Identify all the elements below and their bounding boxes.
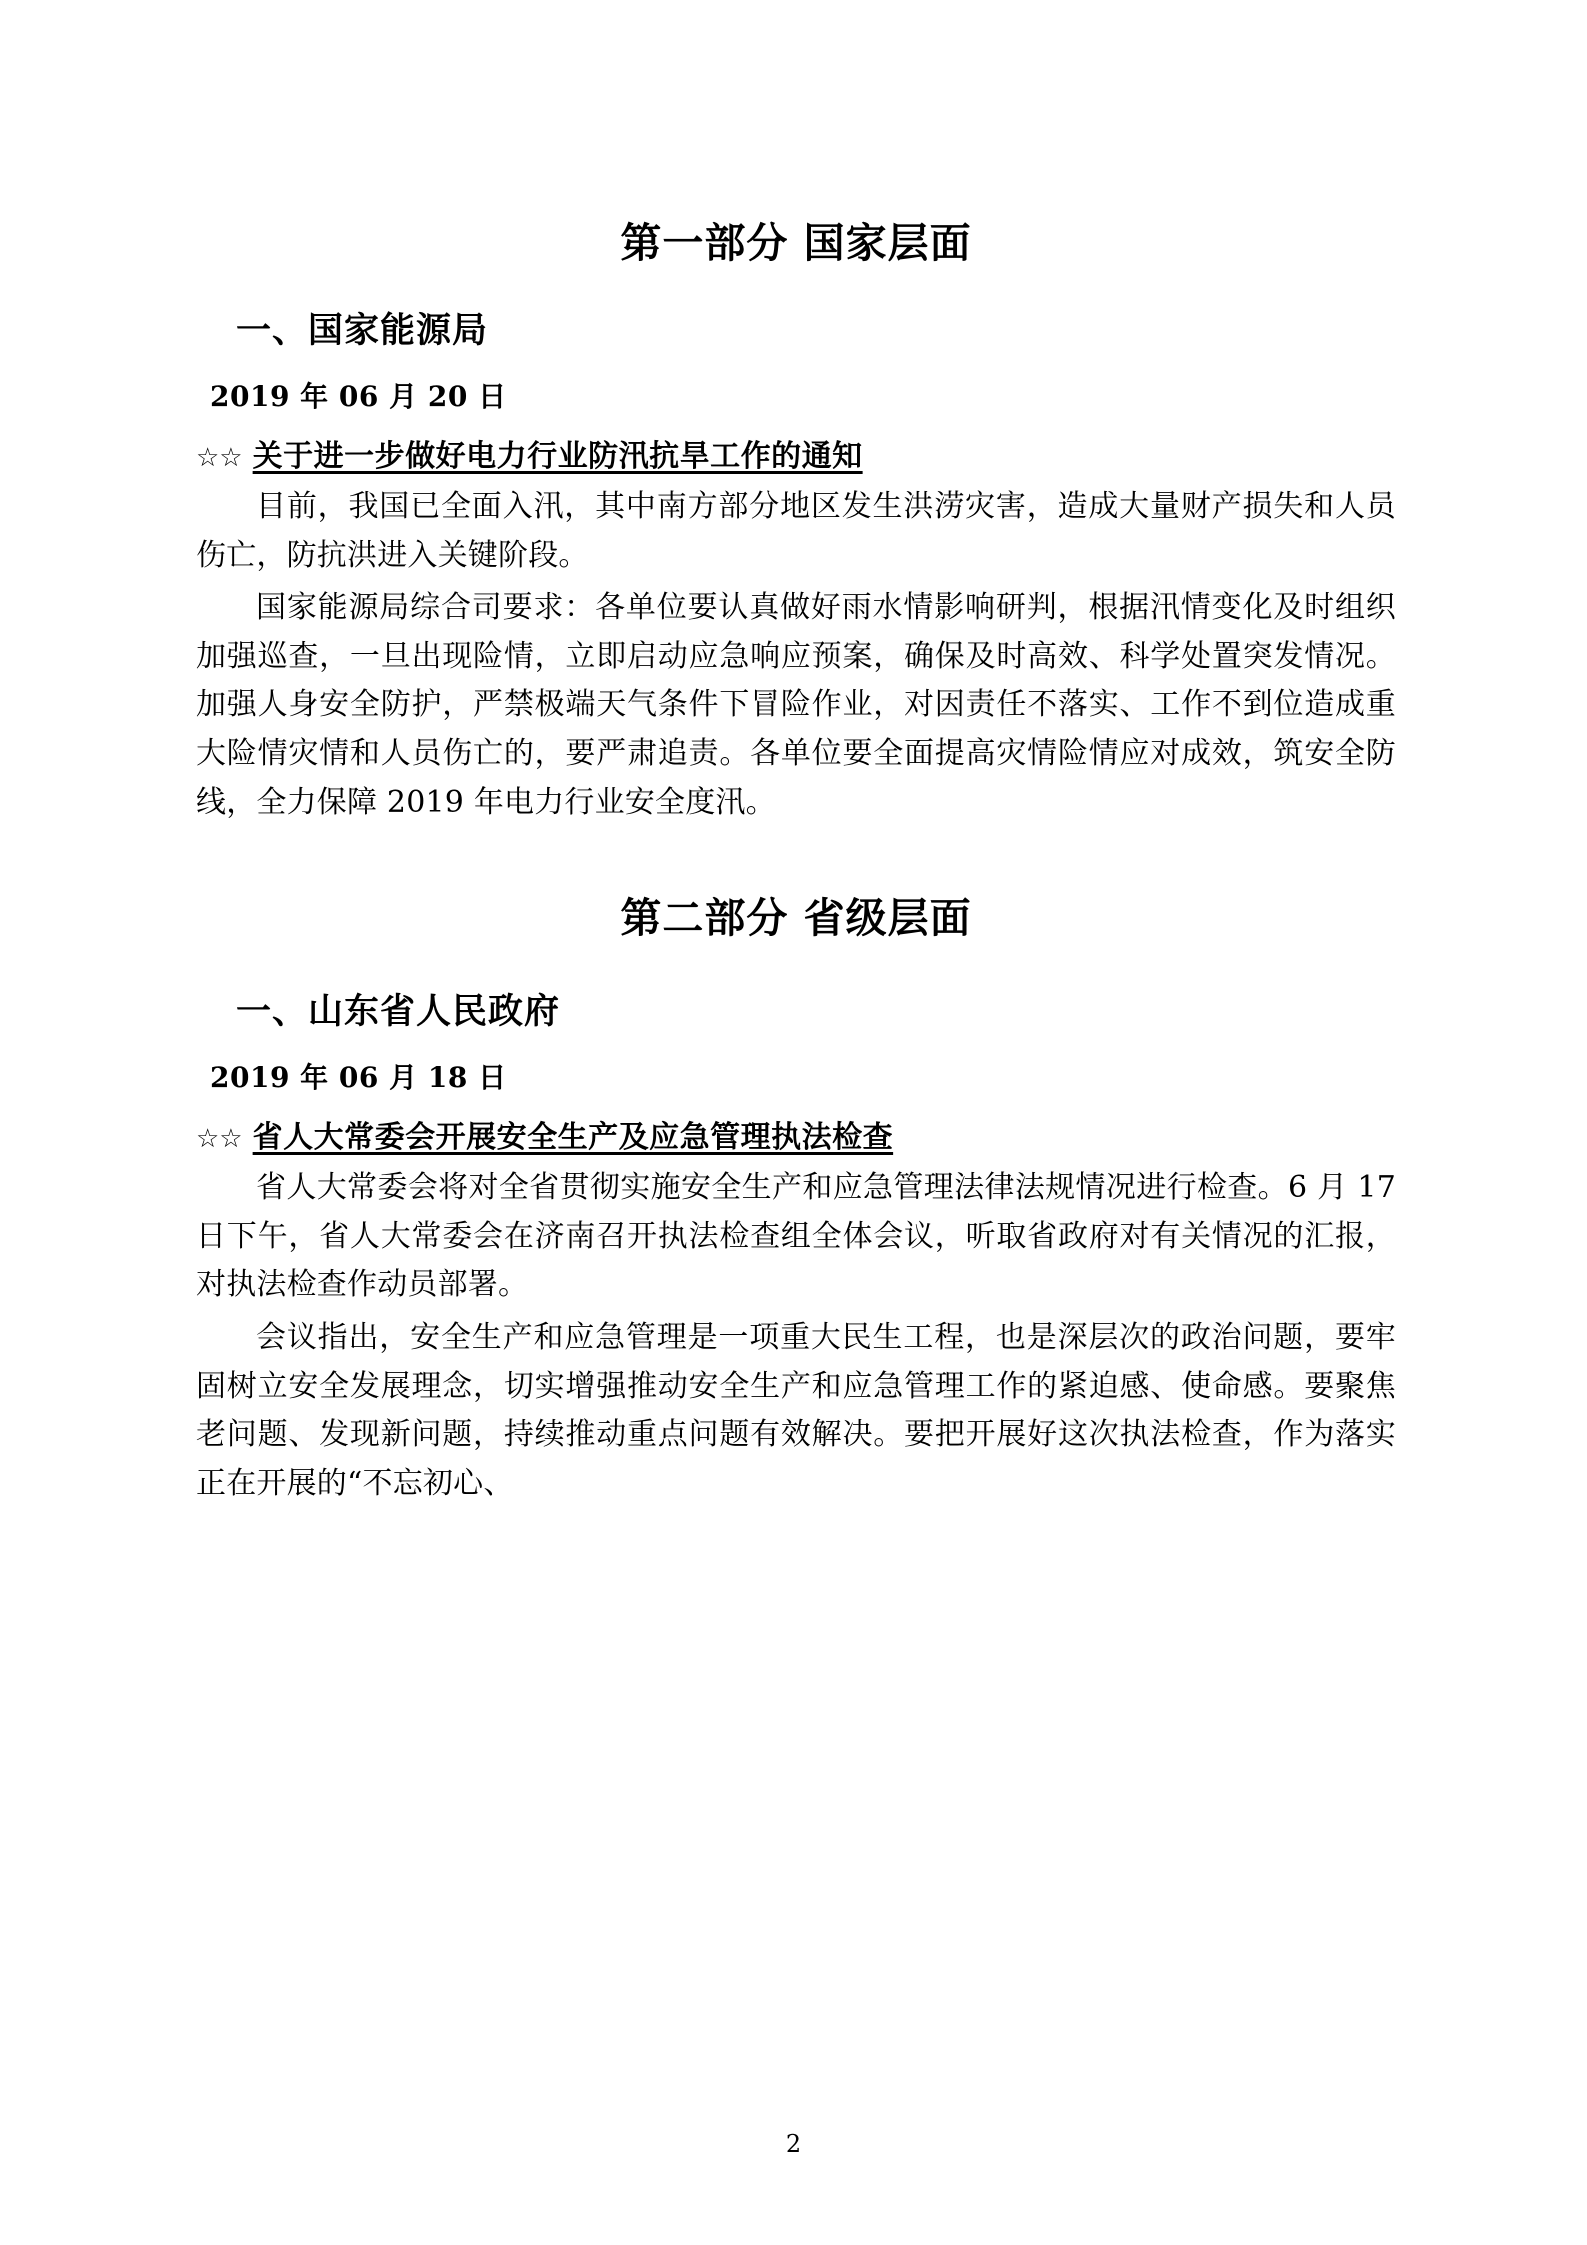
part-title-1: 第一部分 国家层面 — [620, 219, 972, 267]
part-title-2: 第二部分 省级层面 — [620, 894, 972, 943]
star-icon: ☆☆ — [196, 1124, 243, 1155]
document-content — [196, 210, 1396, 1512]
paragraph: 目前，我国已全面入汛，其中南方部分地区发生洪涝灾害，造成大量财产损失和人员伤亡，防抗洪进入关键阶段。 — [196, 489, 1396, 573]
paragraph: 会议指出，安全生产和应急管理是一项重大民生工程，也是深层次的政治问题，要牢固树立安全发展理念，切实增强推动安全生产和应急管理工作的紧迫感、使命感。要聚焦老问题、发现新问题，持续推动重点问题有效解决。要把开展好这次执法检查，作为落实正在开展的“不忘初心、 — [196, 1319, 1396, 1501]
date-line-1: 2019 年 06 月 20 日 — [210, 380, 507, 413]
org-title-2: 一、山东省人民政府 — [236, 991, 561, 1033]
star-icon: ☆☆ — [196, 443, 243, 473]
item-heading-2 — [196, 1112, 1396, 1156]
paragraph: 国家能源局综合司要求：各单位要认真做好雨水情影响研判，根据汛情变化及时组织加强巡查，一旦出现险情，立即启动应急响应预案，确保及时高效、科学处置突发情况。加强人身安全防护，严禁极端天气条件下冒险作业，对因责任不落实、工作不到位造成重大险情灾情和人员伤亡的，要严肃追责。各单位要全面提高灾情险情应对成效，筑安全防线，全力保障 2019 年电力行业安全度汛。 — [196, 590, 1396, 820]
item-title-1: 关于进一步做好电力行业防汛抗旱工作的通知 — [252, 439, 863, 474]
org-title-1: 一、国家能源局 — [236, 310, 489, 351]
item-title-2: 省人大常委会开展安全生产及应急管理执法检查 — [252, 1120, 894, 1156]
date-line-2: 2019 年 06 月 18 日 — [210, 1061, 507, 1095]
paragraph: 省人大常委会将对全省贯彻实施安全生产和应急管理法律法规情况进行检查。6 月 17 日下午，省人大常委会在济南召开执法检查组全体会议，听取省政府对有关情况的汇报，对执法检查作动员部署。 — [196, 1170, 1396, 1303]
item-heading-1 — [196, 431, 1396, 475]
page-number: 2 — [785, 2130, 802, 2158]
